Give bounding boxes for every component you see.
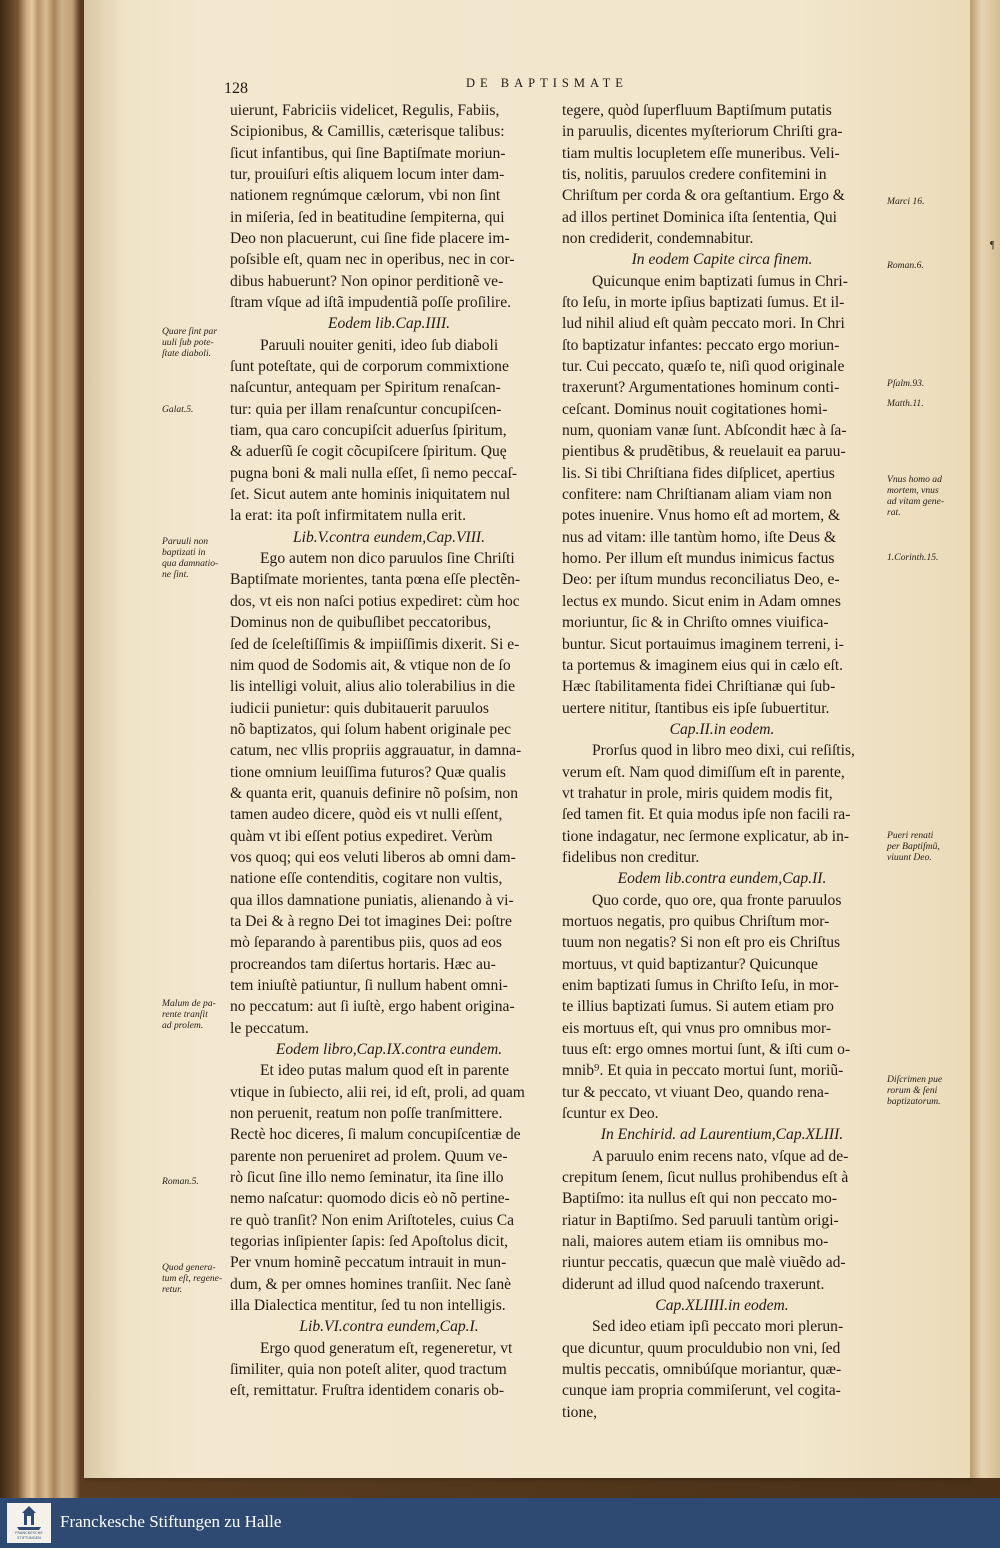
logo-caption: FRANCKESCHE STIFTUNGEN bbox=[15, 1531, 43, 1540]
text-line: le peccatum. bbox=[230, 1019, 309, 1037]
text-line: vos quoq; qui eos veluti liberos ab omni dam- bbox=[230, 848, 516, 866]
text-line: nus ad vitam: ille tantùm homo, iſte Deus & bbox=[562, 528, 837, 546]
text-line: eis mortuus eſt, qui vnus pro omnibus mor- bbox=[562, 1019, 832, 1037]
section-heading: Eodem lib.Cap.IIII. bbox=[327, 315, 451, 333]
text-line: Sed ideo etiam ipſi peccato mori plerun- bbox=[592, 1318, 844, 1336]
text-line: ſicut infantibus, qui ſine Baptiſmate moriun- bbox=[230, 144, 506, 162]
text-line: catum, nec vllis propriis aggrauatur, in damna- bbox=[230, 742, 522, 760]
text-line: tis, nolitis, paruulos credere confitemini in bbox=[562, 166, 827, 184]
margin-note-line: Pſalm.93. bbox=[887, 378, 925, 389]
text-line: & aduerſũ ſe cogit cõcupiſcere ſpiritum. Quę bbox=[230, 443, 507, 461]
institution-logo bbox=[7, 1503, 51, 1543]
text-line: mortuos negatis, pro quibus Chriſtum mor- bbox=[562, 912, 830, 930]
text-line: ſto Ieſu, in morte ipſius baptizati ſumus. Et il- bbox=[562, 294, 845, 312]
text-line: crepitum ſenem, ſicut nullus prohibendus eſt à bbox=[562, 1169, 849, 1186]
text-line: no peccatum: aut ſi iuſtè, ergo habent origina- bbox=[230, 998, 515, 1016]
text-line: rò ſicut ſine illo nemo ſeminatur, ita ſine illo bbox=[230, 1169, 504, 1186]
margin-note-line: uuli ſub pote- bbox=[162, 337, 214, 348]
text-line: ſcuntur ex Deo. bbox=[562, 1104, 659, 1122]
text-line: pugna boni & mali nulla eſſet, ſi nemo peccaſ- bbox=[230, 464, 518, 482]
text-line: riatur in Baptiſmo. Sed paruuli tantùm origi- bbox=[562, 1211, 839, 1229]
text-line: Rectè hoc diceres, ſi malum concupiſcentiæ de bbox=[230, 1126, 521, 1144]
text-line: nali, maiores autem etiam iis omnibus mo- bbox=[562, 1233, 829, 1251]
facing-page-marks: ¶ bbox=[990, 240, 995, 251]
text-line: que dicuntur, quum proculdubio non vni, ſed bbox=[562, 1339, 841, 1357]
text-line: Ergo quod generatum eſt, regeneretur, vt bbox=[260, 1339, 513, 1357]
text-line: non peruenit, reatum non poſſe tranſmittere. bbox=[230, 1104, 503, 1122]
text-line: illa Dialectica mentitur, ſed tu non intelligis. bbox=[230, 1297, 506, 1315]
text-line: tione omnium leuiſſima futuros? Quæ qualis bbox=[230, 763, 506, 781]
text-line: ſed de ſceleſtiſſimis & impiiſſimis dixerit. Si e- bbox=[230, 635, 520, 653]
text-line: lectus ex mundo. Sicut enim in Adam omnes bbox=[562, 592, 841, 610]
margin-note-line: Galat.5. bbox=[162, 404, 194, 415]
text-line: Prorſus quod in libro meo dixi, cui reſiſtis, bbox=[592, 742, 855, 760]
margin-note-line: Quare ſint par bbox=[162, 326, 218, 337]
text-line: vtique in ſubiecto, alii rei, id eſt, proli, ad quam bbox=[230, 1083, 525, 1101]
text-line: dibus habuerunt? Non opinor perditionẽ ve- bbox=[230, 272, 504, 290]
text-line: multis peccatis, omnibúſque moriantur, quæ- bbox=[562, 1361, 842, 1379]
text-line: ſto baptizatur infantes: peccato ergo moriun- bbox=[562, 336, 840, 354]
text-line: ſtram vſque ad iſtã impudentiã poſſe proſilire. bbox=[230, 294, 512, 312]
margin-note-line: ne ſint. bbox=[162, 569, 189, 580]
margin-note-line: rorum & ſeni bbox=[887, 1085, 938, 1096]
text-line: parente non perueniret ad prolem. Quum ve- bbox=[230, 1147, 508, 1165]
text-line: tur, prouiſuri eſtis aliquem locum inter dam- bbox=[230, 166, 505, 184]
text-line: num, quoniam vanæ ſunt. Abſcondit hæc à ſa- bbox=[562, 422, 847, 440]
text-line: Paruuli nouiter geniti, ideo ſub diaboli bbox=[260, 336, 499, 354]
text-line: nationem regnúmque cælorum, vbi non ſint bbox=[230, 187, 501, 205]
text-line: dos, vt eis non naſci potius expediret: cùm hoc bbox=[230, 592, 520, 610]
facing-page-edge bbox=[970, 0, 1000, 1478]
text-line: homo. Per illum eſt mundus inimicus factus bbox=[562, 550, 835, 568]
text-line: & quanta erit, quanuis definire nõ poſsim, non bbox=[230, 784, 518, 802]
text-line: Dominus non de quibuſlibet peccatoribus, bbox=[230, 614, 492, 632]
margin-note-line: retur. bbox=[162, 1284, 183, 1295]
margin-note-line: Vnus homo ad bbox=[887, 474, 942, 485]
text-line: tem iniuſtè patiuntur, ſi nullum habent omni- bbox=[230, 976, 508, 994]
text-line: Deo: per iſtum mundus reconciliatus Deo, e- bbox=[562, 571, 840, 589]
margin-note-line: Pueri renati bbox=[887, 830, 934, 841]
margin-note-line: Quod genera- bbox=[162, 1262, 216, 1273]
text-line: nõ baptizatos, qui ſolum habent originale pec bbox=[230, 720, 512, 738]
text-line: riuntur peccatis, quæcun que malè viuẽdo ad- bbox=[562, 1254, 846, 1272]
text-line: la erat: ita poſt infirmitatem nulla erit. bbox=[230, 507, 466, 525]
margin-note-line: per Baptiſmũ, bbox=[887, 841, 940, 852]
margin-note-line: rente tranſit bbox=[162, 1009, 208, 1020]
text-line: te illius baptizati ſumus. Si autem etiam pro bbox=[562, 998, 834, 1016]
text-line: confitere: nam Chriſtianam aliam viam non bbox=[562, 486, 832, 504]
margin-note-line: Diſcrimen pue bbox=[887, 1074, 943, 1085]
text-line: tiam, qua caro concupiſcit aduerſus ſpiritum, bbox=[230, 422, 507, 440]
section-heading: Eodem lib.contra eundem,Cap.II. bbox=[617, 870, 827, 888]
text-line: tuus eſt: ergo omnes mortui ſunt, & iſti cum o- bbox=[562, 1040, 851, 1058]
text-line: iudicii punietur: quis dubitauerit paruulos bbox=[230, 699, 489, 717]
text-line: lis. Si tibi Chriſtiana fides diſplicet, apertius bbox=[562, 464, 835, 482]
text-line: A paruulo enim recens nato, vſque ad de- bbox=[592, 1147, 849, 1165]
margin-note-line: Roman.5. bbox=[162, 1176, 199, 1187]
text-line: ſimiliter, quia non poteſt aliter, quod tractum bbox=[230, 1361, 507, 1379]
text-line: naſcuntur, antequam per Spiritum renaſcan- bbox=[230, 379, 501, 397]
margin-note-line: baptizatorum. bbox=[887, 1096, 941, 1107]
margin-note-line: 1.Corinth.15. bbox=[887, 552, 939, 563]
margin-note-line: qua damnatio- bbox=[162, 558, 219, 569]
text-line: mnib⁹. Et quia in peccato mortui ſunt, moriũ- bbox=[562, 1062, 844, 1080]
text-line: diderunt ad illud quod naſcendo traxerunt. bbox=[562, 1275, 825, 1293]
section-heading: Lib.VI.contra eundem,Cap.I. bbox=[299, 1318, 479, 1336]
margin-note-line: Paruuli non bbox=[162, 536, 209, 547]
text-line: in paruulis, dicentes myſteriorum Chriſti gra- bbox=[562, 123, 843, 141]
text-line: Chriſtum per corda & ora geſtantium. Ergo & bbox=[562, 187, 845, 205]
text-line: non crediderit, condemnabitur. bbox=[562, 230, 754, 248]
margin-note-line: tum eſt, regene- bbox=[162, 1273, 223, 1284]
text-line: Per vnum hominẽ peccatum intrauit in mun- bbox=[230, 1254, 507, 1272]
text-line: ſet. Sicut autem ante hominis iniquitatem nul bbox=[230, 486, 511, 504]
text-line: tione, bbox=[562, 1403, 598, 1421]
page-number: 128 bbox=[224, 80, 248, 97]
text-line: potes inuenire. Vnus homo eſt ad mortem, & bbox=[562, 507, 841, 525]
text-line: poſsible eſt, quam nec in operibus, nec in cor- bbox=[230, 251, 515, 269]
margin-note-line: Marci 16. bbox=[887, 196, 925, 207]
text-line: lis intelligi voluit, alius alio tolerabilius in die bbox=[230, 678, 515, 696]
section-heading: Eodem libro,Cap.IX.contra eundem. bbox=[275, 1040, 503, 1058]
section-heading: Cap.II.in eodem. bbox=[669, 720, 775, 738]
text-line: Ego autem non dico paruulos ſine Chriſti bbox=[260, 550, 515, 568]
text-line: dum, & per omnes homines tranſiit. Nec ſanè bbox=[230, 1275, 512, 1293]
text-line: tamen audeo dicere, quòd eis vt nulli eſſent, bbox=[230, 806, 503, 824]
text-line: nemo naſcatur: quomodo dicis eò nõ pertine- bbox=[230, 1190, 510, 1208]
text-line: lud nihil aliud eſt quàm peccato mori. In Chri bbox=[562, 315, 845, 333]
margin-note-line: rat. bbox=[887, 507, 901, 518]
text-line: Deo non placuerunt, cui ſine fide placere im- bbox=[230, 230, 510, 248]
text-line: tur & peccato, vt viuant Deo, quando rena- bbox=[562, 1083, 830, 1101]
text-line: re quò tranſit? Non enim Ariſtoteles, cuius Ca bbox=[230, 1211, 515, 1229]
text-line: pientibus & prudẽtibus, & reuelauit ea paruu- bbox=[562, 443, 846, 461]
text-line: in miſeria, ſed in beatitudine ſempiterna, qui bbox=[230, 208, 505, 226]
text-line: ſunt poteſtate, qui de corporum commixtione bbox=[230, 358, 509, 376]
text-line: uertere nititur, ſtantibus eis ipſe ſubuertitur. bbox=[562, 699, 830, 717]
text-line: tiam multis locupletem eſſe muneribus. Veli- bbox=[562, 144, 840, 162]
text-line: tegere, quòd ſuperfluum Baptiſmum putatis bbox=[562, 102, 832, 119]
section-heading: Lib.V.contra eundem,Cap.VIII. bbox=[292, 528, 485, 546]
text-line: ceſcant. Dominus nouit cogitationes homi- bbox=[562, 400, 828, 418]
section-heading: In Enchirid. ad Laurentium,Cap.XLIII. bbox=[600, 1126, 844, 1144]
margin-note-line: Matth.11. bbox=[887, 398, 924, 409]
text-line: Et ideo putas malum quod eſt in parente bbox=[260, 1062, 510, 1080]
text-line: ta Dei & à regno Dei tot imagines Dei: poſtre bbox=[230, 912, 512, 930]
text-line: tur. Cui peccato, quæſo te, niſi quod originale bbox=[562, 358, 845, 376]
text-line: natione eſſe contenditis, cogitare non vultis, bbox=[230, 870, 503, 888]
text-line: tione indagatur, nec ſermone explicatur, ab in- bbox=[562, 827, 850, 845]
text-line: qua illos damnatione puniatis, alienando à vi- bbox=[230, 891, 514, 909]
section-heading: Cap.XLIIII.in eodem. bbox=[655, 1297, 789, 1315]
margin-note-line: baptizati in bbox=[162, 547, 206, 558]
text-line: procreandos tam diſertus hortaris. Hæc au- bbox=[230, 955, 496, 973]
margin-note-line: viuunt Deo. bbox=[887, 852, 932, 863]
text-line: eſt, remittatur. Fruſtra identidem conaris ob- bbox=[230, 1382, 505, 1400]
section-heading: In eodem Capite circa finem. bbox=[631, 251, 813, 269]
text-line: tur: quia per illam renaſcuntur concupiſcen- bbox=[230, 400, 502, 418]
institution-name: Franckesche Stiftungen zu Halle bbox=[60, 1512, 282, 1531]
text-line: ta portemus & imaginem eius qui in cælo eſt. bbox=[562, 656, 844, 674]
margin-note-line: Malum de pa- bbox=[162, 998, 216, 1009]
text-line: moriuntur, ſic & in Chriſto omnes viuifica- bbox=[562, 614, 829, 632]
text-line: Hæc ſtabilitamenta fidei Chriſtianæ qui ſub- bbox=[562, 678, 836, 696]
text-line: traxerunt? Argumentationes hominum conti- bbox=[562, 379, 840, 397]
text-line: Baptiſmo: ita nullus eſt qui non peccato mo- bbox=[562, 1190, 838, 1208]
text-line: verum eſt. Nam quod dimiſſum eſt in parente, bbox=[562, 763, 845, 781]
text-line: cunque iam propria commiſerunt, vel cogita- bbox=[562, 1382, 841, 1400]
text-line: tegorias inſipienter ſapis: ſed Apoſtolus dicit, bbox=[230, 1233, 509, 1251]
text-line: ad illos pertinet Dominica iſta ſententia, Qui bbox=[562, 208, 837, 226]
text-line: Baptiſmate morientes, tanta pœna eſſe plectẽn- bbox=[230, 571, 521, 589]
running-title: DE BAPTISMATE bbox=[466, 76, 628, 90]
text-line: vt trahatur in prole, miris quidem modis fit, bbox=[562, 784, 833, 802]
text-line: ſed tamen fit. Et quia modus ipſe non facili ra- bbox=[562, 806, 851, 824]
text-line: uierunt, Fabriciis videlicet, Regulis, Fabiis, bbox=[230, 102, 500, 119]
text-line: mò ſeparando à parentibus piis, quos ad eos bbox=[230, 934, 502, 952]
text-line: buntur. Sicut portauimus imaginem terreni, i- bbox=[562, 635, 844, 653]
text-line: nim quod de Sodomis ait, & vtique non de ſo bbox=[230, 656, 511, 674]
text-line: tuum non negatis? Si non eſt pro eis Chriſtus bbox=[562, 934, 841, 952]
margin-note-line: ad vitam gene- bbox=[887, 496, 945, 507]
text-line: Scipionibus, & Camillis, cæterisque talibus: bbox=[230, 123, 505, 141]
margin-note-line: ſtate diaboli. bbox=[162, 348, 212, 359]
text-line: enim baptizati ſumus in Chriſto Ieſu, in mor- bbox=[562, 976, 839, 994]
text-line: quàm vt ibi eſſent potius expediret. Verùm bbox=[230, 827, 493, 845]
margin-note-line: ad prolem. bbox=[162, 1020, 204, 1031]
margin-note-line: mortem, vnus bbox=[887, 485, 939, 496]
text-line: Quo corde, quo ore, qua fronte paruulos bbox=[592, 891, 842, 909]
margin-note-line: Roman.6. bbox=[887, 260, 924, 271]
text-line: Quicunque enim baptizati ſumus in Chri- bbox=[592, 272, 848, 290]
text-line: mortuus, vt quid baptizantur? Quicunque bbox=[562, 955, 818, 973]
text-line: fidelibus non creditur. bbox=[562, 848, 700, 866]
